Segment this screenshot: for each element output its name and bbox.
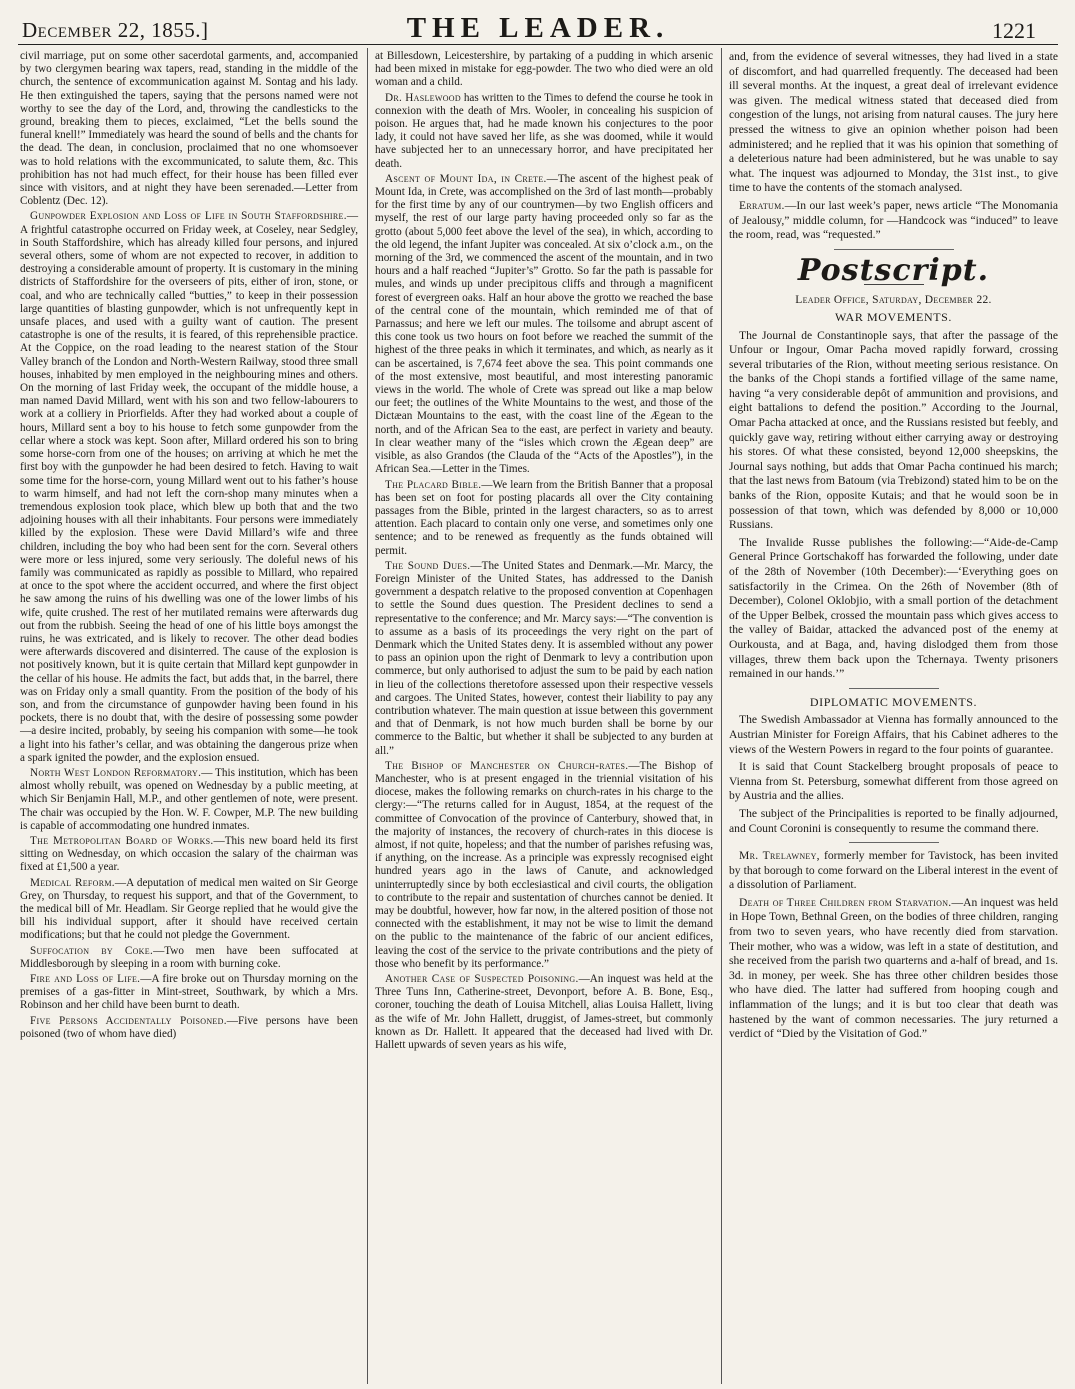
article-body: at Billesdown, Leicestershire, by partaking of a pudding in which arsenic had been mixed in mistake for egg-powder. The two who died were an old woman and a child.	[375, 50, 713, 89]
article-head: The Placard Bible.	[385, 478, 482, 491]
diplomatic-paragraph: The Swedish Ambassador at Vienna has formally announced to the Austrian Minister for Foreign Affairs, that his Cabinet adheres to the views of the Western Powers in regard to the four points of guarantee.	[729, 713, 1058, 756]
section-divider	[849, 688, 939, 689]
newspaper-title: THE LEADER.	[406, 12, 670, 44]
article-body: has written to the Times to defend the course he took in connexion with the death of Mrs. Wooler, in concealing his suspicion of poison. He argues that, had he made known his conjectures to the poor lady, it could not have saved her life, as she was doomed, while it would have subjected her to an unnecessary horror, and have precipitated her death.	[375, 91, 713, 170]
article-body: —An inquest was held at the Three Tuns Inn, Catherine-street, Devonport, before A. B. Bone, Esq., coroner, touching the death of Louisa Mitchell, alias Louisa Hallett, living as the wife of Mr. John Hallett, druggist, of James-street, but commonly known as Dr. Hallett. It appeared that the deceased had lived with Dr. Hallett upwards of seven years as his wife,	[375, 973, 713, 1052]
article-head: The Metropolitan Board of Works.	[30, 834, 214, 847]
page-number: 1221	[992, 18, 1036, 43]
article-body: —The United States and Denmark.—Mr. Marcy, the Foreign Minister of the United States, has addressed to the Danish government a despatch relative to the proposed convention at Copenhagen to settle the Sound dues question. The President declines to send a representative to the conference; and Mr. Marcy says:—“The convention is to assume as a basis of its proceedings the very right on the part of Denmark which the United States deny. It is assembled without any power to pass an opinion upon the right of Denmark to levy a contribution upon commerce, but only authorised to adjust the sum to be paid by each nation in lieu of the collections theretofore assessed upon their respective vessels and cargoes. The United States, however, contest their liability to pay any contribution whatever. The main question at issue between this government and that of Denmark, is not how much burden shall be borne by our commerce to the Baltic, but whether it shall be subjected to any burden at all.”	[375, 559, 713, 757]
section-divider	[834, 249, 954, 250]
article-head: Fire and Loss of Life.	[30, 973, 141, 986]
article-body: —A deputation of medical men waited on Sir George Grey, on Thursday, to request his support, and that of the Government, to the medical bill of Mr. Headlam. Sir George replied that he would give the bill his individual support, after it should have received certain modifications; but that he could not pledge the Government.	[20, 876, 358, 942]
article-body: —This new board held its first sitting on Wednesday, on which occasion the salary of the chairman was fixed at £1,500 a year.	[20, 834, 358, 874]
column-divider	[721, 48, 722, 1384]
article-head: Suffocation by Coke.	[30, 944, 154, 957]
article-paragraph	[20, 210, 358, 765]
article-paragraph	[375, 560, 713, 758]
article-body: —An inquest was held in Hope Town, Bethnal Green, on the bodies of three children, ranging from two to seven years, who have recently died from starvation. Their mother, who was a widow, was left in a state of destitution, and she received from the parish two quarterns and a-half of bread, and 1s. 3d. in money, per week. She has three other children besides those who have died. The latter had suffered from hooping cough and inflammation of the lungs; and it is but too clear that death was hastened by the want of common necessaries. The jury returned a verdict of “Died by the Visitation of God.”	[729, 895, 1058, 1041]
article-paragraph	[20, 945, 358, 971]
starvation-paragraph	[729, 896, 1058, 1042]
article-paragraph	[20, 1015, 358, 1041]
article-head: The Bishop of Manchester on Church-rates.	[385, 759, 629, 772]
article-paragraph	[375, 173, 713, 477]
postscript-heading: Postscript.	[797, 252, 990, 288]
article-head: Gunpowder Explosion and Loss of Life in South Staffordshire.	[30, 210, 347, 223]
column-divider	[367, 48, 368, 1384]
article-body: —We learn from the British Banner that a proposal has been set on foot for posting placards all over the City containing passages from the Bible, printed in the largest characters, so as to arrest attention. Each placard to contain only one verse, and sometimes only one sentence; and to be renewed as frequently as the funds obtained will permit.	[375, 478, 713, 557]
diplomatic-movements-heading: DIPLOMATIC MOVEMENTS.	[809, 694, 978, 709]
article-paragraph	[20, 973, 358, 1013]
column-right	[729, 50, 1058, 1045]
article-paragraph	[375, 760, 713, 971]
article-head: Death of Three Children from Starvation.	[739, 895, 952, 909]
article-head: Medical Reform.	[30, 876, 115, 889]
article-body: and, from the evidence of several witnesses, they had lived in a state of discomfort, and had quarrelled frequently. The deceased had been ill several months. At the inquest, a great deal of irrelevant evidence was given. The medical witness stated that deceased died from congestion of the lungs, not arising from natural causes. The jury here pressed the witness to give an opinion whether poison had been administered; and he replied that it was his opinion that something of a deleterious nature had been administered, but he was unable to say what. The inquest was adjourned to Monday, the 31st inst., to give time to have the contents of the stomach analysed.	[729, 50, 1058, 195]
article-paragraph	[20, 767, 358, 833]
column-left	[20, 50, 358, 1043]
article-body: —A frightful catastrophe occurred on Friday week, at Coseley, near Sedgley, in South Staffordshire, which has already killed four persons, and injured several others, some of whom are not expected to recover, in addition to destroying a considerable amount of property. It is customary in the mining districts of Staffordshire for the overseers of pits, either of iron, stone, or coal, and who are technically called “butties,” to keep in their possession large quantities of blasting gunpowder, which is not unfrequently kept in unsafe places, and used with a guilty want of caution. The present catastrophe is one of the results, it is feared, of this reprehensible practice. At the Coppice, on the road leading to the nearest station of the Stour Valley branch of the London and North-Western Railway, stood three small houses, inhabited by men employed in the neighbouring mines and others. On the morning of last Friday week, the occupant of the middle house, a man named David Millard, went with his son and two fellow-labourers to work at a colliery in Priorfields. After they had worked about a couple of hours, Millard sent a boy to his house to fetch some gunpowder from the cellar where a stock was kept. Soon after, Millard ordered his son to bring some horse-corn from one of the houses; on arriving at which he met the first boy with the gunpowder he had been desired to fetch. Having to wait some time for the horse-corn, young Millard went out to his father’s house to warm himself, and had not left the corn-shop many minutes when a tremendous explosion took place, which blew up both that and the two adjoining houses with all their inhabitants. Four persons were immediately killed by the explosion. These were David Millard’s wife and three children, including the boy who had been sent for the corn. Several others were more or less injured, some very seriously. The doleful news of his family was communicated as rapidly as possible to Millard, who repaired at once to the spot where the accident occurred, and where the first object he saw among the ruins of his dwelling was one of the lower limbs of his wife, quite crushed. The rest of her mutilated remains were afterwards dug out from the rubbish. Seeing the head of one of his little boys amongst the ruins, he was extricated, and is likely to recover. The other dead bodies were afterwards discovered and disinterred. The cause of the explosion is not positively known, but it is quite certain that Millard kept gunpowder in the cellar of his house. He admits the fact, but adds that, in the barrel, there was on Friday only a small quantity. From the position of the body of his son, and from the circumstance of gunpowder having been found in his pockets, there is no doubt that, with the desire of possessing some powder—a desire incited, probably, by seeing his companion with some—he took a light into his father’s cellar, and was obtaining the dangerous prize when a spark ignited the powder, and the explosion ensued.	[20, 210, 358, 764]
article-head: Erratum.	[739, 198, 785, 212]
war-paragraph: The Invalide Russe publishes the following:—“Aide-de-Camp General Prince Gortschakoff has forwarded the following, under date of the 28th of November (10th December):—‘Everything goes on satisfactorily in the Crimea. On the 26th of November (8th of December), Colonel Oklobjio, with a small portion of the detachment of the Upper Belbek, crossed the mountain pass which gives access to the valley of Baidar, attacked the advanced post of the enemy at Ourkousta, and at Baga, and, having dislodged them from those villages, threw them back upon the Tchernaya. Twenty prisoners remained in our hands.’”	[729, 535, 1058, 681]
article-head: Dr. Haslewood	[385, 91, 461, 104]
war-paragraph: The Journal de Constantinople says, that after the passage of the Unfour or Ingour, Omar Pacha moved rapidly forward, crossing several tributaries of the Rion, without meeting serious resistance. On the banks of the Chopi stands a fortified village of the same name, having “a very considerable depôt of ammunition and provisions, and eight battalions to defend the position.” According to the Journal, Omar Pacha attacked at once, and the Russians resisted but feebly, and quickly gave way, retiring without either carrying away or destroying his stores. Of what these consisted, beyond 12,000 sheepskins, the Journal says nothing, but adds that Omar Pacha continued his march; that the last news from Batoum (via Trebizond) stated him to be on the banks of the Rion, opposite Kutais; and that he would soon be in possession of that town, which was defended by 8,000 or 10,000 Russians.	[729, 328, 1058, 532]
article-body: —Two men have been suffocated at Middlesborough by sleeping in a room with burning coke.	[20, 944, 359, 970]
article-paragraph	[375, 479, 713, 558]
issue-date: December 22, 1855.]	[22, 18, 209, 42]
column-right-top	[729, 50, 1058, 243]
diplomatic-paragraph: It is said that Count Stackelberg brought proposals of peace to Vienna from St. Petersburg, somewhat different from those agreed on by Austria and the allies.	[729, 760, 1058, 803]
article-paragraph	[20, 835, 358, 875]
article-head: Another Case of Suspected Poisoning.	[385, 973, 579, 986]
article-body: —The Bishop of Manchester, who is at present engaged in the triennial visitation of his diocese, makes the following remarks on church-rates in his charge to the clergy:—“The returns called for in August, 1854, at the request of the committee of Convocation of the province of Canterbury, showed that, in the majority of instances, the recovery of church-rates in this diocese is almost, if not quite, hopeless; and that the number of parishes refusing was, if anything, on the increase. As a principle was expressly recognised eight hundred years ago in the laws of Canute, and acknowledged uninterruptedly since by both ecclesiastical and civil courts, the obligation to contribute to the repair and sustentation of churches cannot be denied. It may be doubtful, however, how far now, in the altered position of those not connected with the establishment, it may not be wise to limit the demand on the public to the maintenance of the fabric of our ancient edifices, leaving the cost of the service to the private contributions and the piety of those who benefit by its performance.”	[375, 759, 714, 970]
article-body: —The ascent of the highest peak of Mount Ida, in Crete, was accomplished on the 3rd of last month—probably for the first time by any of our countrymen—by two English officers and myself, the rest of our large party having proceeded only so far as the grotto (about 5,000 feet above the level of the sea), in which, according to the old legend, the infant Jupiter was concealed. At six o’clock a.m., on the morning of the 3rd, we commenced the ascent of the mountain, and in two hours and a half reached “Jupiter’s” Grotto. So far the path is passable for mules, and winds up under precipitous cliffs and through a magnificent forest of evergreen oaks. Half an hour above the grotto we reached the base of the central cone of the mountain, which reminded me of that of Parnassus; and here we left our mules. The toilsome and abrupt ascent of this cone took us two hours on foot before we reached the summit of the highest of the three peaks in which it terminates, and which, as nearly as it can be ascertained, is 7,674 feet above the sea. This point commands one of the most extensive, most beautiful, and most interesting panoramic views in the world. The whole of Crete was spread out like a map below our feet; the outlines of the White Mountains to the west, and those of the Dictæan Mountains to the east, with the coast line of the Ægean to the north, and of the African Sea to the east, are perfect in variety and beauty. In clear weather many of the “isles which crown the Ægean deep” are visible, as also Grandos (the Clauda of the “Acts of the Apostles”), in the African Sea.—Letter in the Times.	[375, 172, 713, 476]
article-body: civil marriage, put on some other sacerdotal garments, and, accompanied by two clergymen bearing wax tapers, read, standing in the middle of the church, the sentence of excommunication against M. Sontag and his lady. He then extinguished the tapers, saying that the persons named were not worthy to see the day of the Lord, and, throwing the candlesticks to the ground, breaking them to pieces, exclaimed, “Let the bells sound the funeral knell!” Immediately was heard the sound of bells and the chants for the dead. The dean, in conclusion, proclaimed that no one whomsoever was to hold relations with the excommunicated, to salute them, &c. This prohibition has not had much effect, for their house has been filled ever since with visitors, and at night they have been serenaded.—Letter from Coblentz (Dec. 12).	[20, 50, 358, 208]
diplomatic-paragraph: The subject of the Principalities is reported to be finally adjourned, and Count Coronini is consequently to resume the command there.	[729, 806, 1058, 835]
section-divider	[849, 842, 939, 843]
office-dateline: Leader Office, Saturday, December 22.	[795, 294, 992, 307]
article-body: —A fire broke out on Thursday morning on the premises of a gas-fitter in Mint-street, Southwark, by which a Mrs. Robinson and her child have been burnt to death.	[20, 973, 358, 1012]
article-head: The Sound Dues.	[385, 559, 471, 572]
article-paragraph	[729, 199, 1058, 243]
article-head: Mr. Trelawney,	[739, 849, 820, 863]
article-body: formerly member for Tavistock, has been invited by that borough to come forward on the Liberal interest in the event of a dissolution of Parliament.	[729, 849, 1058, 892]
article-paragraph	[375, 92, 713, 171]
article-body: —Five persons have been poisoned (two of whom have died)	[20, 1014, 358, 1040]
newspaper-page	[18, 8, 1058, 1384]
article-paragraph	[20, 50, 358, 208]
article-paragraph	[729, 50, 1058, 196]
article-paragraph	[20, 877, 358, 943]
article-paragraph	[375, 973, 713, 1052]
article-body: — This institution, which has been almost wholly rebuilt, was opened on Wednesday by a public meeting, at which Sir Benjamin Hall, M.P., and other gentlemen of note, were present. The chair was occupied by the Hon. W. F. Cowper, M.P. The new building is capable of accommodating one hundred inmates.	[20, 766, 358, 832]
article-paragraph	[375, 50, 713, 90]
trelawney-paragraph	[729, 849, 1058, 893]
article-head: Ascent of Mount Ida, in Crete.	[385, 172, 547, 185]
article-head: North West London Reformatory.	[30, 766, 202, 779]
article-body: —In our last week’s paper, news article “The Monomania of Jealousy,” middle column, for —Handcock was “induced” to leave the room, read, was “requested.”	[729, 198, 1058, 242]
column-middle	[375, 50, 713, 1054]
war-movements-heading: WAR MOVEMENTS.	[834, 309, 953, 324]
article-head: Five Persons Accidentally Poisoned.	[30, 1014, 227, 1027]
masthead	[18, 8, 1058, 45]
